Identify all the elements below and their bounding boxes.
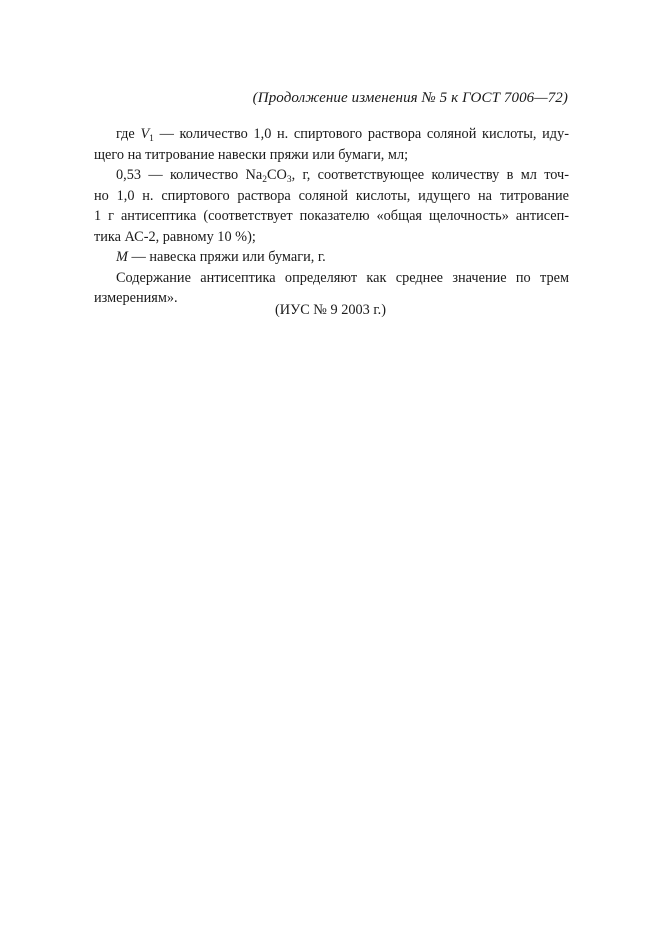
text-fragment: 0,53 — количество Na <box>116 167 263 183</box>
text-fragment: , г, соответствующее количеству в мл точ- <box>291 167 569 183</box>
continuation-header: (Продолжение изменения № 5 к ГОСТ 7006—72) <box>252 90 568 106</box>
text-line <box>94 247 569 268</box>
text-fragment: где <box>116 126 141 142</box>
text-line: тика АС-2, равному 10 %); <box>94 228 256 245</box>
paragraph-m-definition <box>94 247 569 268</box>
text-line: щего на титрование навески пряжи или бумаги, мл; <box>94 146 409 163</box>
document-body <box>94 124 569 309</box>
text-line: но 1,0 н. спиртового раствора соляной кислоты, идущего на титрование <box>94 187 569 204</box>
paragraph-v1-definition <box>94 124 569 165</box>
text-line <box>94 165 569 186</box>
subscript: 2 <box>262 175 267 185</box>
variable-v: V <box>140 126 150 142</box>
subscript: 3 <box>286 175 292 185</box>
text-fragment: CO <box>266 167 287 183</box>
text-line: 1 г антисептика (соответствует показателю «общая щелочность» антисеп- <box>94 208 569 224</box>
text-fragment: — навеска пряжи или бумаги, г. <box>127 249 326 265</box>
variable-m: M <box>116 249 128 265</box>
text-line: измерениям». <box>94 290 178 306</box>
text-line: Содержание антисептика определяют как среднее значение по трем <box>116 269 569 286</box>
ius-reference: (ИУС № 9 2003 г.) <box>274 302 386 318</box>
paragraph-053-definition <box>94 165 569 247</box>
subscript: 1 <box>149 134 154 144</box>
text-fragment: — количество 1,0 н. спиртового раствора соляной кислоты, иду- <box>153 126 569 142</box>
text-line <box>94 124 569 145</box>
